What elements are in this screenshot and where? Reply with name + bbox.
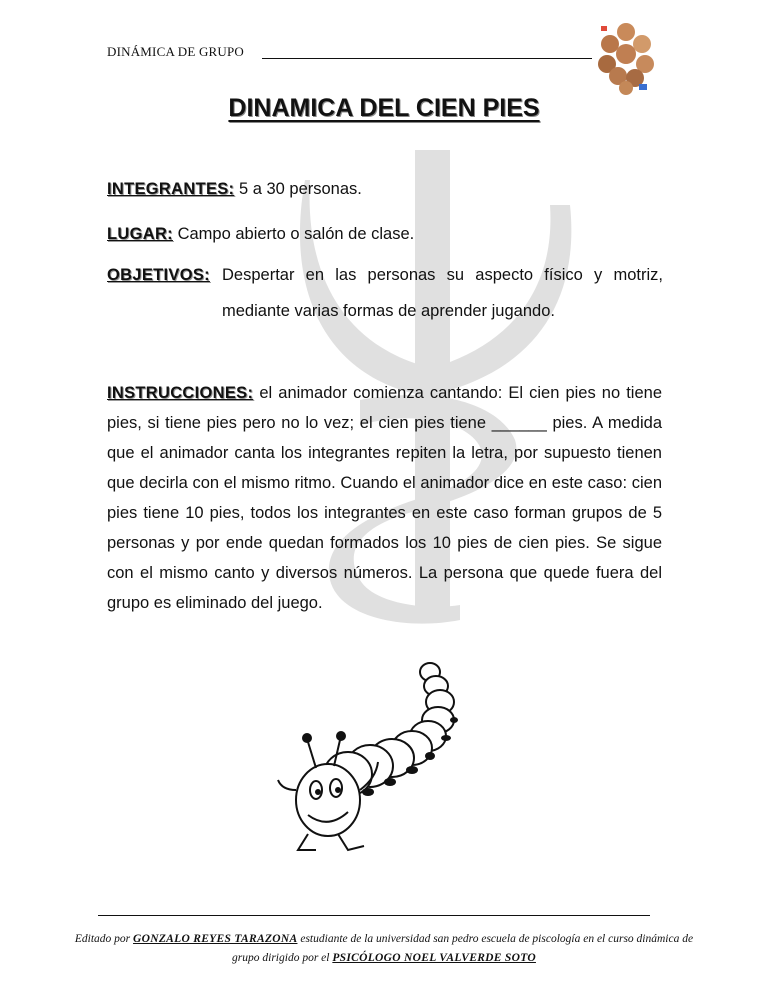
instrucciones-paragraph xyxy=(107,378,662,618)
objetivos-label-wrap xyxy=(107,266,210,285)
header-rule xyxy=(262,58,592,59)
caterpillar-illustration-icon xyxy=(268,650,498,865)
people-group-icon xyxy=(595,18,657,96)
integrantes-field xyxy=(107,180,362,199)
footer-professor: PSICÓLOGO NOEL VALVERDE SOTO xyxy=(332,952,536,964)
lugar-field xyxy=(107,225,414,244)
footer-rule xyxy=(98,915,650,916)
footer-prefix: Editado por xyxy=(74,933,131,945)
instrucciones-text: el animador comienza cantando: El cien pies no tiene pies, si tiene pies pero no lo vez; el cien pies tiene ______ pies. A medida que el animador canta los integrantes repiten la letra, por supuesto tienen que decirla con el mismo ritmo. Cuando el animador dice en este caso: cien pies tiene 10 pies, todos los integrantes en este caso forman grupos de 5 personas y por ende quedan formados los 10 pies de cien pies. Se sigue con el mismo canto y diversos números. La persona que quede fuera del grupo es eliminado del juego. xyxy=(107,384,662,612)
objetivos-label: OBJETIVOS: xyxy=(107,266,210,284)
instrucciones-label: INSTRUCCIONES: xyxy=(107,384,254,402)
footer-credit xyxy=(60,930,708,968)
integrantes-label: INTEGRANTES: xyxy=(107,180,235,198)
footer-author: GONZALO REYES TARAZONA xyxy=(133,933,298,945)
footer-middle: estudiante de la universidad san pedro escuela de piscología en el curso dinámica de grupo dirigido por el xyxy=(232,933,694,964)
lugar-label: LUGAR: xyxy=(107,225,173,243)
page-title: DINAMICA DEL CIEN PIES xyxy=(228,94,540,122)
objetivos-line-2: mediante varias formas de aprender jugando. xyxy=(222,302,555,320)
integrantes-value: 5 a 30 personas. xyxy=(238,180,362,198)
lugar-value: Campo abierto o salón de clase. xyxy=(177,225,415,243)
objetivos-line-1: Despertar en las personas su aspecto físico y motriz, xyxy=(222,266,663,284)
header-text: DINÁMICA DE GRUPO xyxy=(107,44,245,59)
